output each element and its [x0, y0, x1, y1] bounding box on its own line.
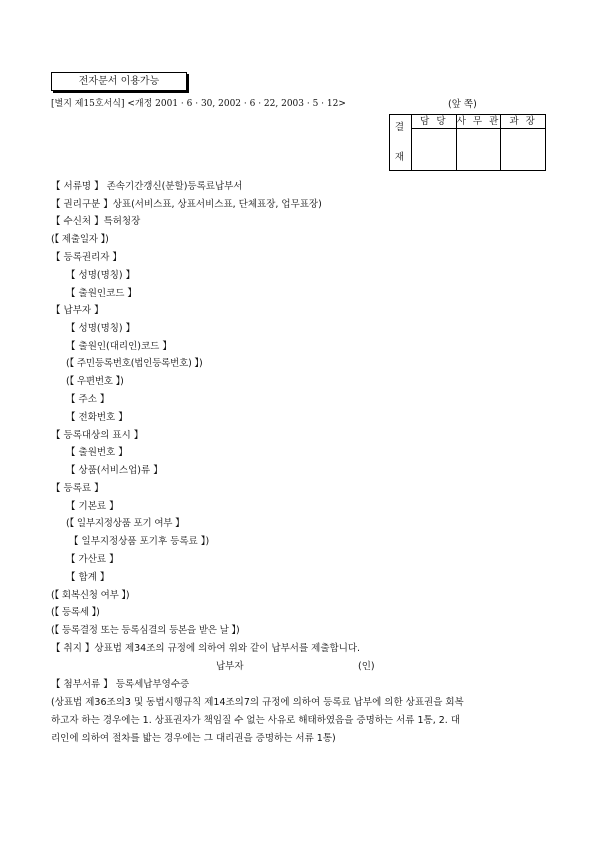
seal-mark: (인): [358, 661, 375, 672]
submission-date: (【 제출일자 】): [51, 234, 109, 245]
fee-partial-waiver: (【 일부지정상품 포기 여부 】: [66, 518, 185, 529]
purpose-statement: 【 취지 】상표법 제34조의 규정에 의하여 위와 같이 납부서를 제출합니다.: [51, 643, 361, 654]
document-name: 【 서류명 】 존속기간갱신(분할)등록료납부서: [51, 181, 243, 192]
note-line-3: 리인에 의하여 절차를 밟는 경우에는 그 대리권을 증명하는 서류 1통): [51, 733, 336, 744]
electronic-document-badge: 전자문서 이용가능: [51, 72, 187, 91]
approval-label-bottom: 재: [394, 151, 407, 163]
decision-date: (【 등록결정 또는 등록심결의 등본을 받은 날 】): [51, 625, 240, 636]
payer-name: 【 성명(명칭) 】: [66, 323, 136, 334]
approval-col-officer: 사 무 관: [456, 115, 501, 127]
registration-tax: (【 등록세 】): [51, 607, 100, 618]
subject-goods-class: 【 상품(서비스업)류 】: [66, 465, 163, 476]
page-side-label: (앞 쪽): [448, 99, 477, 110]
attachments: 【 첨부서류 】 등록세납부영수증: [51, 679, 190, 690]
rights-type: 【 권리구분 】상표(서비스표, 상표서비스표, 단체표장, 업무표장): [51, 199, 322, 210]
payer-code: 【 출원인(대리인)코드 】: [66, 341, 172, 352]
payer-resident-number: (【 주민등록번호(법인등록번호) 】): [66, 358, 203, 369]
registrant-code: 【 출원인코드 】: [66, 288, 137, 299]
payer-postal-code: (【 우편번호 】): [66, 376, 124, 387]
registrant-name: 【 성명(명칭) 】: [66, 270, 136, 281]
payer-address: 【 주소 】: [66, 394, 110, 405]
fee-total: 【 합계 】: [66, 572, 110, 583]
fee-heading: 【 등록료 】: [51, 483, 104, 494]
fee-basic: 【 기본료 】: [66, 501, 119, 512]
note-line-1: (상표법 제36조의3 및 동법시행규칙 제14조의7의 규정에 의하여 등록료 납부에 의한 상표권을 회복: [51, 697, 464, 708]
approval-sign-officer: [456, 129, 501, 171]
subject-heading: 【 등록대상의 표시 】: [51, 430, 144, 441]
approval-sign-director: [501, 129, 546, 171]
note-line-2: 하고자 하는 경우에는 1. 상표권자가 책임질 수 없는 사유로 해태하였음을 증명하는 서류 1통, 2. 대: [51, 715, 461, 726]
registrant-heading: 【 등록권리자 】: [51, 252, 122, 263]
approval-label-top: 결: [394, 121, 407, 133]
payer-heading: 【 납부자 】: [51, 305, 104, 316]
fee-additional: 【 가산료 】: [66, 554, 119, 565]
subject-application-number: 【 출원번호 】: [66, 447, 128, 458]
signer-label: 납부자: [216, 661, 244, 672]
payer-phone: 【 전화번호 】: [66, 412, 128, 423]
approval-label: [390, 115, 412, 171]
approval-col-director: 과 장: [501, 115, 546, 129]
approval-sign-staff: [412, 129, 457, 171]
form-number: [별지 제15호서식] <개정 2001 · 6 · 30, 2002 · 6 · 22, 2003 · 5 · 12>: [51, 99, 346, 109]
recipient: 【 수신처 】특허청장: [51, 216, 141, 227]
approval-col-staff: 담 당: [412, 115, 457, 129]
fee-after-partial-waiver: 【 일부지정상품 포기후 등록료 】): [69, 536, 210, 547]
approval-table: [389, 114, 546, 171]
restoration-request: (【 회복신청 여부 】): [51, 590, 130, 601]
